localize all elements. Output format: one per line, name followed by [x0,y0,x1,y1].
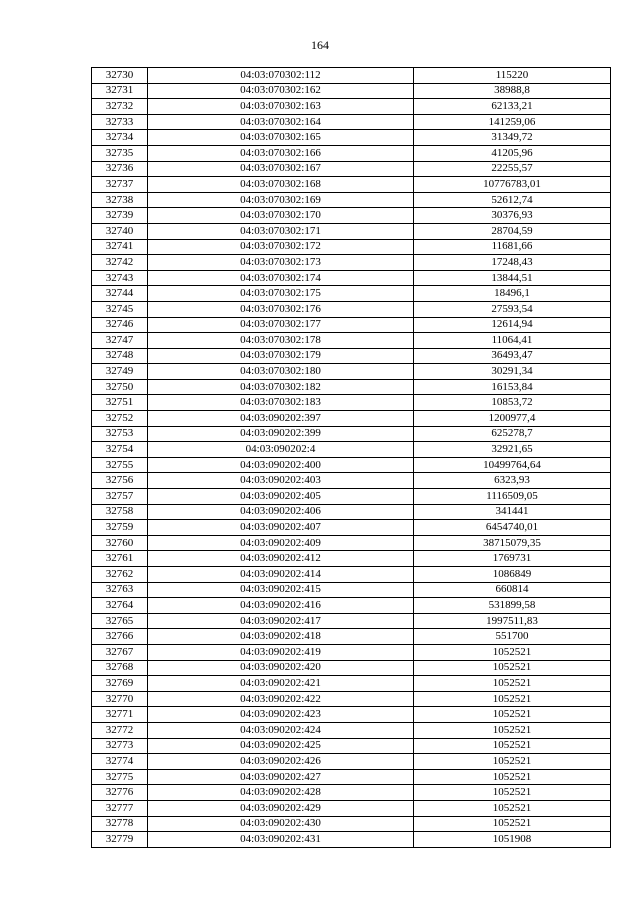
table-row [92,348,611,364]
table-row [92,239,611,255]
cadastral-number-cell: 04:03:070302:163 [148,99,414,115]
value-cell: 36493,47 [414,348,611,364]
row-number-cell: 32753 [92,426,148,442]
cadastral-number-cell: 04:03:070302:172 [148,239,414,255]
cadastral-number-cell: 04:03:090202:418 [148,629,414,645]
value-cell: 62133,21 [414,99,611,115]
cadastral-number-cell: 04:03:070302:179 [148,348,414,364]
cadastral-number-cell: 04:03:090202:403 [148,473,414,489]
value-cell: 6323,93 [414,473,611,489]
cadastral-number-cell: 04:03:070302:164 [148,114,414,130]
table-row [92,83,611,99]
registry-table [91,67,611,848]
value-cell: 10499764,64 [414,457,611,473]
cadastral-number-cell: 04:03:070302:169 [148,192,414,208]
cadastral-number-cell: 04:03:070302:173 [148,255,414,271]
value-cell: 141259,06 [414,114,611,130]
value-cell: 11681,66 [414,239,611,255]
table-row [92,644,611,660]
row-number-cell: 32757 [92,489,148,505]
cadastral-number-cell: 04:03:090202:422 [148,691,414,707]
cadastral-number-cell: 04:03:090202:399 [148,426,414,442]
row-number-cell: 32746 [92,317,148,333]
cadastral-number-cell: 04:03:090202:405 [148,489,414,505]
cadastral-number-cell: 04:03:070302:112 [148,68,414,84]
row-number-cell: 32748 [92,348,148,364]
row-number-cell: 32755 [92,457,148,473]
table-row [92,551,611,567]
value-cell: 1052521 [414,785,611,801]
table-row [92,99,611,115]
value-cell: 660814 [414,582,611,598]
table-row [92,192,611,208]
table-row [92,255,611,271]
table-row [92,816,611,832]
table-row [92,738,611,754]
row-number-cell: 32772 [92,722,148,738]
cadastral-number-cell: 04:03:090202:412 [148,551,414,567]
cadastral-number-cell: 04:03:090202:4 [148,442,414,458]
table-row [92,161,611,177]
table-row [92,832,611,848]
table-row [92,676,611,692]
value-cell: 1116509,05 [414,489,611,505]
value-cell: 10776783,01 [414,177,611,193]
row-number-cell: 32747 [92,333,148,349]
table-row [92,426,611,442]
cadastral-number-cell: 04:03:090202:409 [148,535,414,551]
row-number-cell: 32739 [92,208,148,224]
value-cell: 11064,41 [414,333,611,349]
value-cell: 16153,84 [414,379,611,395]
value-cell: 30376,93 [414,208,611,224]
registry-table-body [92,68,611,848]
cadastral-number-cell: 04:03:090202:420 [148,660,414,676]
cadastral-number-cell: 04:03:090202:406 [148,504,414,520]
value-cell: 1052521 [414,722,611,738]
row-number-cell: 32737 [92,177,148,193]
cadastral-number-cell: 04:03:090202:427 [148,769,414,785]
cadastral-number-cell: 04:03:090202:425 [148,738,414,754]
table-row [92,364,611,380]
cadastral-number-cell: 04:03:070302:174 [148,270,414,286]
table-row [92,270,611,286]
value-cell: 1200977,4 [414,411,611,427]
table-row [92,535,611,551]
table-row [92,411,611,427]
value-cell: 625278,7 [414,426,611,442]
row-number-cell: 32749 [92,364,148,380]
table-row [92,613,611,629]
value-cell: 1052521 [414,676,611,692]
row-number-cell: 32738 [92,192,148,208]
row-number-cell: 32779 [92,832,148,848]
value-cell: 30291,34 [414,364,611,380]
cadastral-number-cell: 04:03:090202:416 [148,598,414,614]
value-cell: 52612,74 [414,192,611,208]
table-row [92,660,611,676]
cadastral-number-cell: 04:03:070302:162 [148,83,414,99]
cadastral-number-cell: 04:03:070302:177 [148,317,414,333]
cadastral-number-cell: 04:03:070302:176 [148,301,414,317]
row-number-cell: 32770 [92,691,148,707]
value-cell: 10853,72 [414,395,611,411]
row-number-cell: 32740 [92,223,148,239]
table-row [92,286,611,302]
cadastral-number-cell: 04:03:070302:165 [148,130,414,146]
row-number-cell: 32769 [92,676,148,692]
row-number-cell: 32763 [92,582,148,598]
table-row [92,722,611,738]
table-row [92,629,611,645]
row-number-cell: 32761 [92,551,148,567]
table-row [92,785,611,801]
table-row [92,145,611,161]
row-number-cell: 32773 [92,738,148,754]
value-cell: 341441 [414,504,611,520]
row-number-cell: 32735 [92,145,148,161]
value-cell: 22255,57 [414,161,611,177]
row-number-cell: 32732 [92,99,148,115]
value-cell: 1052521 [414,754,611,770]
cadastral-number-cell: 04:03:070302:175 [148,286,414,302]
page-number: 164 [311,38,329,52]
table-row [92,68,611,84]
table-row [92,333,611,349]
row-number-cell: 32736 [92,161,148,177]
row-number-cell: 32767 [92,644,148,660]
cadastral-number-cell: 04:03:090202:421 [148,676,414,692]
value-cell: 1052521 [414,738,611,754]
value-cell: 13844,51 [414,270,611,286]
cadastral-number-cell: 04:03:090202:397 [148,411,414,427]
value-cell: 1052521 [414,644,611,660]
table-row [92,754,611,770]
table-row [92,457,611,473]
value-cell: 12614,94 [414,317,611,333]
cadastral-number-cell: 04:03:090202:428 [148,785,414,801]
cadastral-number-cell: 04:03:090202:431 [148,832,414,848]
cadastral-number-cell: 04:03:090202:429 [148,800,414,816]
value-cell: 1052521 [414,691,611,707]
cadastral-number-cell: 04:03:070302:183 [148,395,414,411]
row-number-cell: 32750 [92,379,148,395]
value-cell: 31349,72 [414,130,611,146]
table-row [92,598,611,614]
cadastral-number-cell: 04:03:070302:168 [148,177,414,193]
row-number-cell: 32743 [92,270,148,286]
value-cell: 1997511,83 [414,613,611,629]
table-row [92,707,611,723]
table-row [92,582,611,598]
table-row [92,379,611,395]
table-row [92,223,611,239]
row-number-cell: 32734 [92,130,148,146]
table-row [92,769,611,785]
cadastral-number-cell: 04:03:070302:171 [148,223,414,239]
row-number-cell: 32762 [92,567,148,583]
row-number-cell: 32733 [92,114,148,130]
cadastral-number-cell: 04:03:090202:414 [148,567,414,583]
value-cell: 1769731 [414,551,611,567]
value-cell: 32921,65 [414,442,611,458]
cadastral-number-cell: 04:03:090202:424 [148,722,414,738]
table-row [92,473,611,489]
row-number-cell: 32758 [92,504,148,520]
table-row [92,317,611,333]
value-cell: 28704,59 [414,223,611,239]
value-cell: 1052521 [414,816,611,832]
table-row [92,567,611,583]
cadastral-number-cell: 04:03:090202:400 [148,457,414,473]
row-number-cell: 32774 [92,754,148,770]
row-number-cell: 32768 [92,660,148,676]
table-row [92,395,611,411]
value-cell: 17248,43 [414,255,611,271]
value-cell: 1052521 [414,800,611,816]
row-number-cell: 32764 [92,598,148,614]
row-number-cell: 32760 [92,535,148,551]
cadastral-number-cell: 04:03:090202:430 [148,816,414,832]
row-number-cell: 32778 [92,816,148,832]
row-number-cell: 32745 [92,301,148,317]
row-number-cell: 32777 [92,800,148,816]
row-number-cell: 32766 [92,629,148,645]
cadastral-number-cell: 04:03:070302:167 [148,161,414,177]
table-row [92,520,611,536]
table-row [92,504,611,520]
cadastral-number-cell: 04:03:090202:417 [148,613,414,629]
row-number-cell: 32756 [92,473,148,489]
row-number-cell: 32776 [92,785,148,801]
value-cell: 1051908 [414,832,611,848]
table-row [92,177,611,193]
value-cell: 1086849 [414,567,611,583]
table-row [92,442,611,458]
value-cell: 18496,1 [414,286,611,302]
value-cell: 1052521 [414,769,611,785]
row-number-cell: 32731 [92,83,148,99]
value-cell: 551700 [414,629,611,645]
row-number-cell: 32775 [92,769,148,785]
cadastral-number-cell: 04:03:070302:178 [148,333,414,349]
row-number-cell: 32771 [92,707,148,723]
cadastral-number-cell: 04:03:070302:180 [148,364,414,380]
row-number-cell: 32752 [92,411,148,427]
row-number-cell: 32751 [92,395,148,411]
row-number-cell: 32741 [92,239,148,255]
row-number-cell: 32742 [92,255,148,271]
table-row [92,301,611,317]
table-row [92,208,611,224]
row-number-cell: 32754 [92,442,148,458]
value-cell: 115220 [414,68,611,84]
cadastral-number-cell: 04:03:090202:407 [148,520,414,536]
value-cell: 6454740,01 [414,520,611,536]
table-row [92,691,611,707]
value-cell: 41205,96 [414,145,611,161]
table-row [92,489,611,505]
cadastral-number-cell: 04:03:070302:166 [148,145,414,161]
table-row [92,114,611,130]
cadastral-number-cell: 04:03:070302:182 [148,379,414,395]
row-number-cell: 32744 [92,286,148,302]
cadastral-number-cell: 04:03:090202:415 [148,582,414,598]
cadastral-number-cell: 04:03:070302:170 [148,208,414,224]
cadastral-number-cell: 04:03:090202:423 [148,707,414,723]
cadastral-number-cell: 04:03:090202:426 [148,754,414,770]
row-number-cell: 32759 [92,520,148,536]
cadastral-number-cell: 04:03:090202:419 [148,644,414,660]
table-row [92,130,611,146]
value-cell: 1052521 [414,707,611,723]
table-row [92,800,611,816]
value-cell: 531899,58 [414,598,611,614]
value-cell: 38715079,35 [414,535,611,551]
row-number-cell: 32730 [92,68,148,84]
value-cell: 38988,8 [414,83,611,99]
value-cell: 1052521 [414,660,611,676]
value-cell: 27593,54 [414,301,611,317]
row-number-cell: 32765 [92,613,148,629]
